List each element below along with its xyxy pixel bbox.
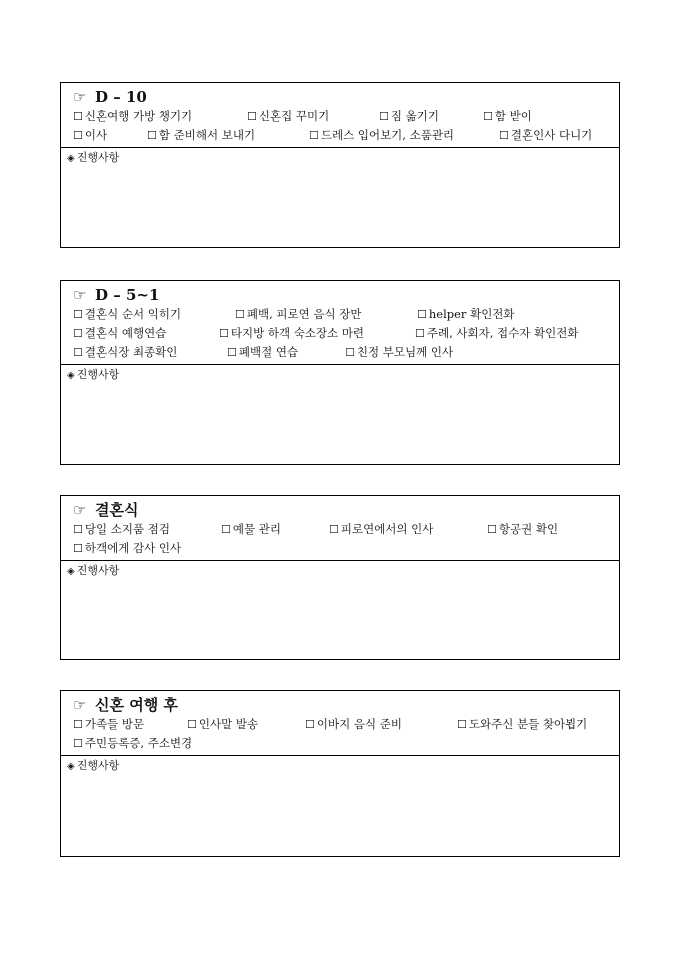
checklist-row — [73, 126, 607, 145]
checkbox-icon[interactable]: ☐ — [379, 110, 389, 123]
checkbox-icon[interactable]: ☐ — [73, 110, 83, 123]
checklist-item[interactable]: ☐ 결혼식 순서 익히기 — [73, 307, 182, 321]
checklist-item[interactable]: ☐ 항공권 확인 — [487, 522, 559, 536]
progress-notes-area[interactable] — [61, 756, 619, 777]
section-after-honeymoon — [60, 690, 620, 857]
checklist-row — [73, 734, 607, 753]
pointing-hand-icon: ☞ — [73, 501, 87, 519]
section-title — [73, 285, 607, 305]
checklist-item[interactable]: ☐ 폐백, 피로연 음식 장만 — [235, 307, 362, 321]
section-wedding — [60, 495, 620, 660]
progress-notes-area[interactable] — [61, 365, 619, 386]
section-d-5-1 — [60, 280, 620, 465]
checklist-item[interactable]: ☐ 타지방 하객 숙소장소 마련 — [219, 326, 365, 340]
progress-label: 진행사항 — [76, 368, 120, 381]
checklist-row — [73, 107, 607, 126]
checklist-item[interactable]: ☐ 주례, 사회자, 접수자 확인전화 — [415, 326, 579, 340]
checklist-row — [73, 715, 607, 734]
checkbox-icon[interactable]: ☐ — [499, 129, 509, 142]
checkbox-icon[interactable]: ☐ — [73, 718, 83, 731]
checklist-item[interactable]: ☐ 신혼여행 가방 챙기기 — [73, 109, 193, 123]
checklist-item[interactable]: ☐ 하객에게 감사 인사 — [73, 541, 182, 555]
checklist-item[interactable]: ☐ 가족들 방문 — [73, 717, 145, 731]
section-title-text: D – 10 — [95, 88, 147, 106]
pointing-hand-icon: ☞ — [73, 696, 87, 714]
checkbox-icon[interactable]: ☐ — [73, 523, 83, 536]
checklist-item[interactable]: ☐ helper 확인전화 — [417, 307, 515, 321]
checklist-item[interactable]: ☐ 친정 부모님께 인사 — [345, 345, 454, 359]
checkbox-icon[interactable]: ☐ — [345, 346, 355, 359]
checkbox-icon[interactable]: ☐ — [415, 327, 425, 340]
checklist-row — [73, 305, 607, 324]
section-title-text: 신혼 여행 후 — [95, 696, 178, 714]
checkbox-icon[interactable]: ☐ — [417, 308, 427, 321]
checkbox-icon[interactable]: ☐ — [305, 718, 315, 731]
checklist-item[interactable]: ☐ 인사말 발송 — [187, 717, 259, 731]
checkbox-icon[interactable]: ☐ — [221, 523, 231, 536]
checkbox-icon[interactable]: ☐ — [219, 327, 229, 340]
checkbox-icon[interactable]: ☐ — [247, 110, 257, 123]
progress-label: 진행사항 — [76, 759, 120, 772]
checklist-item[interactable]: ☐ 짐 옮기기 — [379, 109, 439, 123]
progress-label: 진행사항 — [76, 564, 120, 577]
checklist-item[interactable]: ☐ 당일 소지품 점검 — [73, 522, 170, 536]
diamond-icon: ◈ — [67, 370, 75, 381]
section-d-10 — [60, 82, 620, 248]
checklist-item[interactable]: ☐ 함 준비해서 보내기 — [147, 128, 256, 142]
checkbox-icon[interactable]: ☐ — [483, 110, 493, 123]
progress-notes-area[interactable] — [61, 561, 619, 582]
checkbox-icon[interactable]: ☐ — [147, 129, 157, 142]
checklist-item[interactable]: ☐ 도와주신 분들 찾아뵙기 — [457, 717, 588, 731]
checkbox-icon[interactable]: ☐ — [73, 308, 83, 321]
checklist-item[interactable]: ☐ 예물 관리 — [221, 522, 281, 536]
section-header — [61, 496, 619, 561]
checkbox-icon[interactable]: ☐ — [73, 129, 83, 142]
checklist-item[interactable]: ☐ 드레스 입어보기, 소품관리 — [309, 128, 455, 142]
checkbox-icon[interactable]: ☐ — [73, 542, 83, 555]
progress-label: 진행사항 — [76, 151, 120, 164]
section-title — [73, 695, 607, 715]
checklist-item[interactable]: ☐ 이바지 음식 준비 — [305, 717, 402, 731]
checklist-item[interactable]: ☐ 함 받이 — [483, 109, 532, 123]
checklist-item[interactable]: ☐ 결혼인사 다니기 — [499, 128, 593, 142]
checkbox-icon[interactable]: ☐ — [329, 523, 339, 536]
pointing-hand-icon: ☞ — [73, 286, 87, 304]
diamond-icon: ◈ — [67, 761, 75, 772]
checklist-item[interactable]: ☐ 결혼식 예행연습 — [73, 326, 167, 340]
checkbox-icon[interactable]: ☐ — [73, 737, 83, 750]
diamond-icon: ◈ — [67, 153, 75, 164]
checkbox-icon[interactable]: ☐ — [457, 718, 467, 731]
checkbox-icon[interactable]: ☐ — [187, 718, 197, 731]
checkbox-icon[interactable]: ☐ — [309, 129, 319, 142]
progress-notes-area[interactable] — [61, 148, 619, 169]
section-title-text: 결혼식 — [95, 501, 139, 519]
section-title — [73, 500, 607, 520]
checklist-row — [73, 324, 607, 343]
checkbox-icon[interactable]: ☐ — [487, 523, 497, 536]
section-title — [73, 87, 607, 107]
checklist-row — [73, 539, 607, 558]
checklist-item[interactable]: ☐ 주민등록증, 주소변경 — [73, 736, 193, 750]
checklist-row — [73, 343, 607, 362]
section-title-text: D – 5~1 — [95, 286, 160, 304]
checkbox-icon[interactable]: ☐ — [227, 346, 237, 359]
checklist-item[interactable]: ☐ 신혼집 꾸미기 — [247, 109, 330, 123]
checklist-row — [73, 520, 607, 539]
checkbox-icon[interactable]: ☐ — [235, 308, 245, 321]
section-header — [61, 691, 619, 756]
pointing-hand-icon: ☞ — [73, 88, 87, 106]
checklist-item[interactable]: ☐ 피로연에서의 인사 — [329, 522, 434, 536]
checkbox-icon[interactable]: ☐ — [73, 346, 83, 359]
checkbox-icon[interactable]: ☐ — [73, 327, 83, 340]
checklist-item[interactable]: ☐ 폐백절 연습 — [227, 345, 299, 359]
diamond-icon: ◈ — [67, 566, 75, 577]
section-header — [61, 281, 619, 365]
section-header — [61, 83, 619, 148]
checklist-item[interactable]: ☐ 결혼식장 최종확인 — [73, 345, 178, 359]
checklist-item[interactable]: ☐ 이사 — [73, 128, 108, 142]
